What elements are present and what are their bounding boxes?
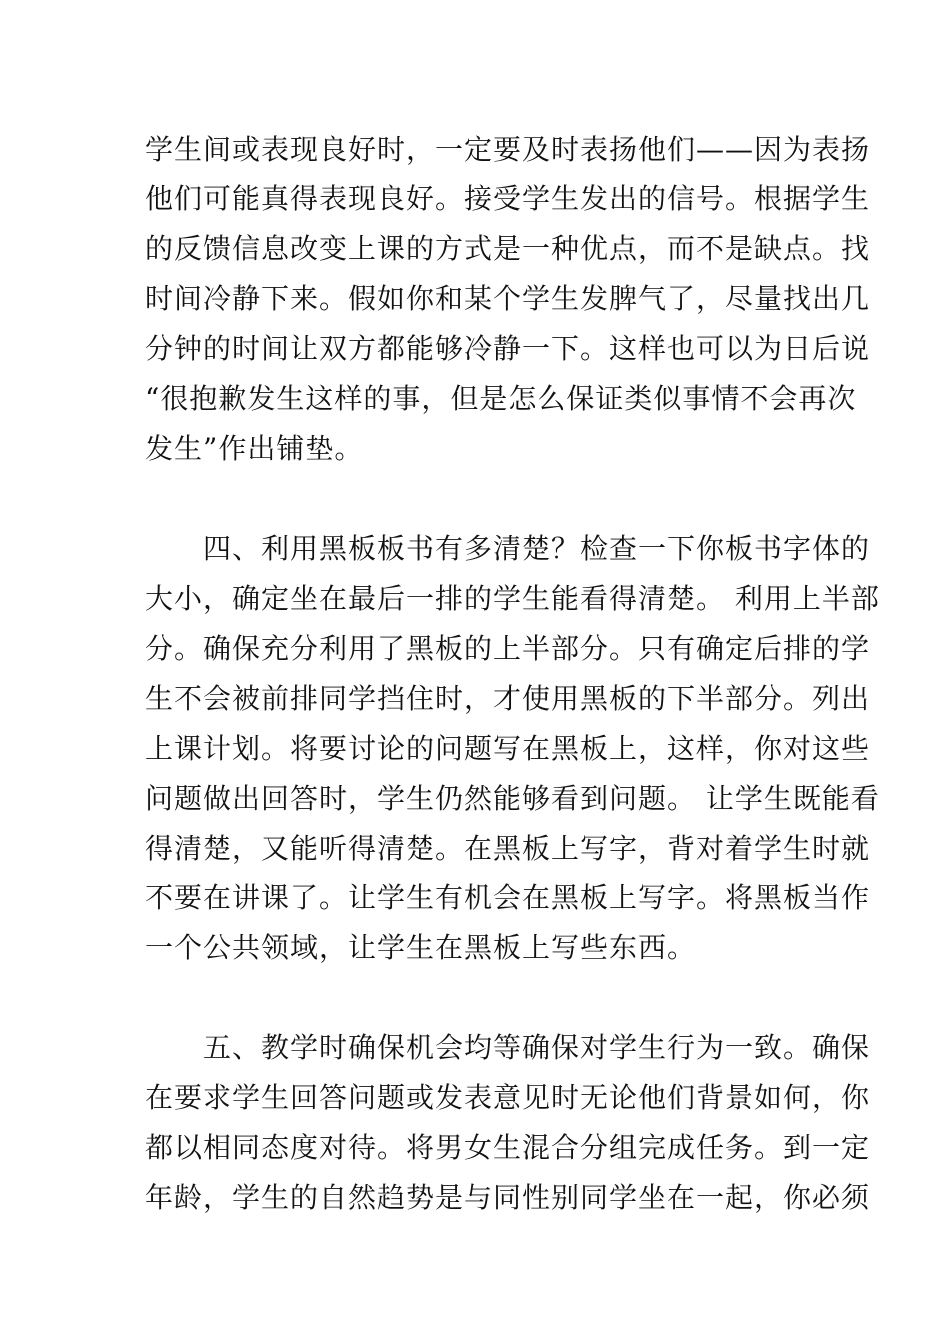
- text-line: 上课计划。将要讨论的问题写在黑板上，这样，你对这些: [145, 732, 871, 765]
- text-line: 发生”作出铺垫。: [145, 432, 364, 465]
- text-line: 都以相同态度对待。将男女生混合分组完成任务。到一定: [145, 1131, 871, 1164]
- text-line: 大小，确定坐在最后一排的学生能看得清楚。 利用上半部: [145, 582, 880, 615]
- text-line: 问题做出回答时，学生仍然能够看到问题。 让学生既能看: [145, 782, 880, 815]
- text-line: 不要在讲课了。让学生有机会在黑板上写字。将黑板当作: [145, 881, 871, 914]
- text-line: 分钟的时间让双方都能够冷静一下。这样也可以为日后说: [145, 332, 871, 365]
- text-line: “很抱歉发生这样的事，但是怎么保证类似事情不会再次: [145, 382, 857, 415]
- text-line: 学生间或表现良好时，一定要及时表扬他们——因为表扬: [145, 133, 871, 166]
- text-line: 生不会被前排同学挡住时，才使用黑板的下半部分。列出: [145, 682, 871, 715]
- text-line: 分。确保充分利用了黑板的上半部分。只有确定后排的学: [145, 632, 871, 665]
- text-line: 得清楚，又能听得清楚。在黑板上写字，背对着学生时就: [145, 832, 871, 865]
- text-line: 五、教学时确保机会均等确保对学生行为一致。确保: [145, 1031, 871, 1064]
- text-line: 年龄，学生的自然趋势是与同性别同学坐在一起，你必须: [145, 1181, 871, 1214]
- text-line: 他们可能真得表现良好。接受学生发出的信号。根据学生: [145, 182, 871, 215]
- text-line: 四、利用黑板板书有多清楚？检查一下你板书字体的: [145, 532, 871, 565]
- text-line: 一个公共领域，让学生在黑板上写些东西。: [145, 931, 697, 964]
- text-line: 在要求学生回答问题或发表意见时无论他们背景如何，你: [145, 1081, 871, 1114]
- text-line: 的反馈信息改变上课的方式是一种优点，而不是缺点。找: [145, 232, 871, 265]
- text-line: 时间冷静下来。假如你和某个学生发脾气了，尽量找出几: [145, 282, 871, 315]
